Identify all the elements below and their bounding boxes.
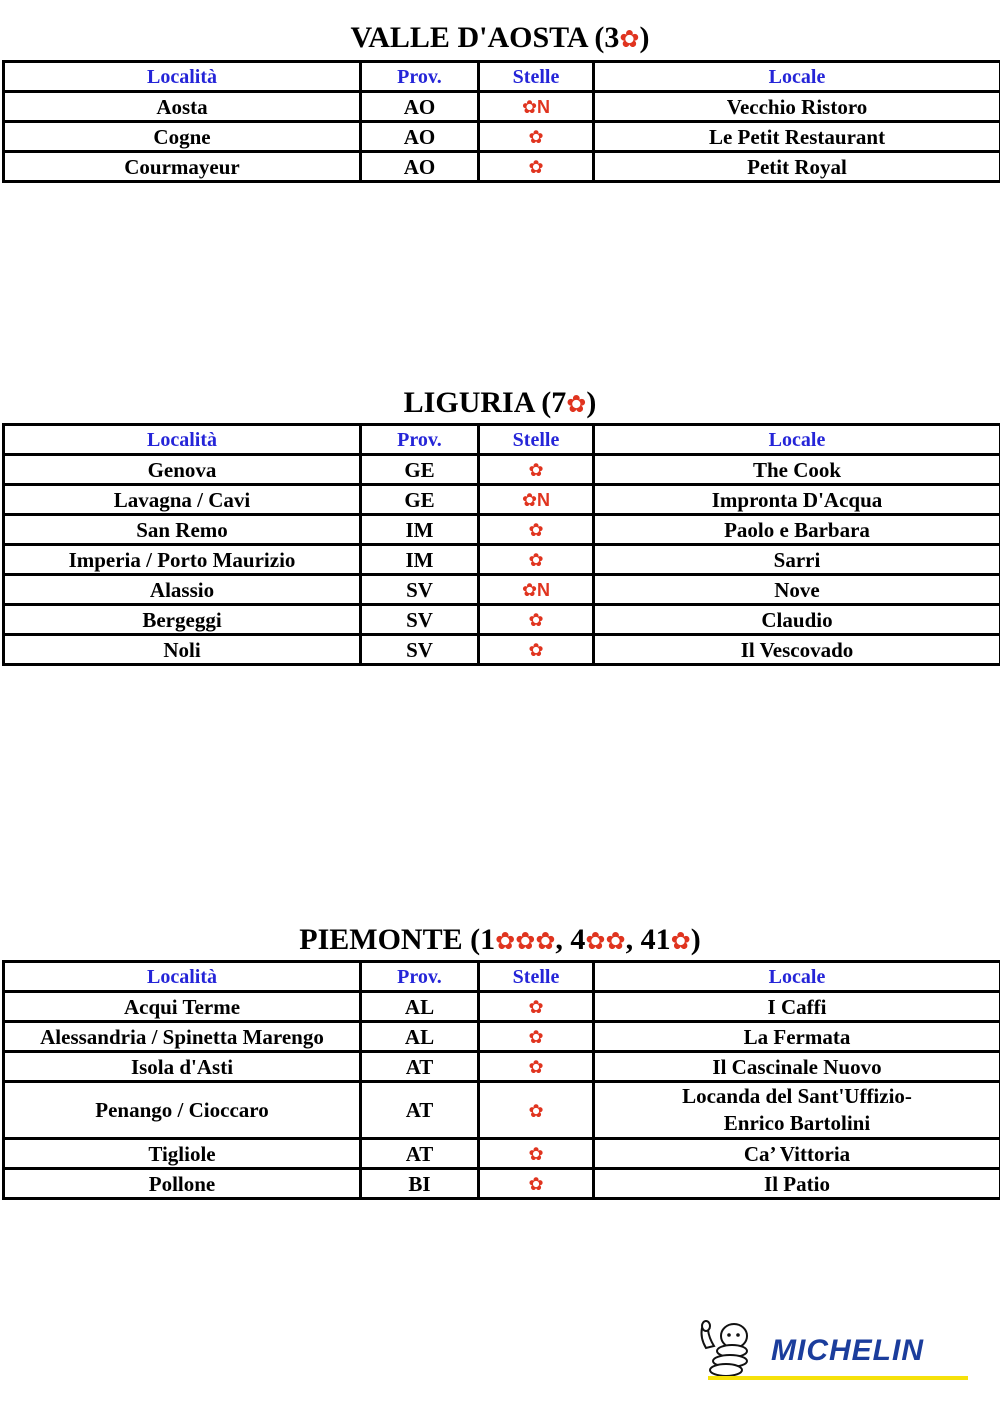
michelin-star-icon: ✿ xyxy=(528,1144,544,1164)
locale-name-line: Il Patio xyxy=(764,1171,830,1196)
cell-stelle xyxy=(479,605,594,635)
locale-name-line: Ca’ Vittoria xyxy=(743,1141,851,1166)
cell-locale xyxy=(594,1082,1000,1139)
cell-locale xyxy=(594,635,1000,665)
table-row xyxy=(4,635,1000,665)
section-liguria xyxy=(0,385,1000,662)
michelin-star-icon: ✿ xyxy=(528,520,544,540)
cell-prov: SV xyxy=(361,575,479,605)
cell-stelle xyxy=(479,455,594,485)
header-prov: Prov. xyxy=(361,962,479,992)
cell-stelle xyxy=(479,1139,594,1169)
header-localita: Località xyxy=(4,962,361,992)
cell-stelle xyxy=(479,635,594,665)
cell-localita: Tigliole xyxy=(4,1139,361,1169)
michelin-star-icon: ✿ xyxy=(619,27,640,53)
bibendum-icon xyxy=(696,1320,776,1380)
cell-localita: Pollone xyxy=(4,1169,361,1199)
locale-name-line: Nove xyxy=(774,577,820,602)
locale-name-line: Vecchio Ristoro xyxy=(726,94,868,119)
cell-stelle xyxy=(479,1052,594,1082)
section-title xyxy=(0,385,1000,421)
michelin-star-icon: ✿ xyxy=(528,460,544,480)
cell-prov: AL xyxy=(361,1022,479,1052)
cell-locale xyxy=(594,122,1000,152)
header-localita: Località xyxy=(4,425,361,455)
cell-locale xyxy=(594,1052,1000,1082)
cell-locale xyxy=(594,545,1000,575)
table-row xyxy=(4,1052,1000,1082)
title-text: LIGURIA (7 xyxy=(403,386,567,419)
cell-stelle xyxy=(479,1169,594,1199)
restaurant-table xyxy=(2,960,1000,1200)
title-text: ) xyxy=(690,923,701,956)
cell-prov: AT xyxy=(361,1139,479,1169)
cell-localita: Imperia / Porto Maurizio xyxy=(4,545,361,575)
cell-locale xyxy=(594,515,1000,545)
cell-stelle xyxy=(479,485,594,515)
header-prov: Prov. xyxy=(361,425,479,455)
cell-locale xyxy=(594,575,1000,605)
title-text: , 41 xyxy=(625,923,671,956)
header-locale: Locale xyxy=(594,962,1000,992)
table-row xyxy=(4,122,1000,152)
michelin-star-icon: ✿✿✿ xyxy=(495,929,556,955)
cell-stelle xyxy=(479,545,594,575)
cell-localita: Isola d'Asti xyxy=(4,1052,361,1082)
table-row xyxy=(4,485,1000,515)
cell-localita: Courmayeur xyxy=(4,152,361,182)
cell-locale xyxy=(594,605,1000,635)
locale-name-line: I Caffi xyxy=(767,994,827,1019)
cell-prov: GE xyxy=(361,485,479,515)
table-header-row xyxy=(4,962,1000,992)
michelin-star-icon: ✿ xyxy=(528,1027,544,1047)
michelin-star-icon: ✿ xyxy=(528,640,544,660)
logo-text: MICHELIN xyxy=(771,1334,924,1367)
cell-localita: Noli xyxy=(4,635,361,665)
title-text: ) xyxy=(586,386,597,419)
cell-prov: IM xyxy=(361,515,479,545)
locale-name-line: Enrico Bartolini xyxy=(723,1111,871,1135)
header-prov: Prov. xyxy=(361,62,479,92)
restaurant-table xyxy=(2,423,1000,666)
cell-stelle xyxy=(479,122,594,152)
michelin-star-icon: ✿ xyxy=(521,580,538,600)
michelin-star-icon: ✿ xyxy=(528,1057,544,1077)
cell-localita: Alassio xyxy=(4,575,361,605)
locale-name-line: Impronta D'Acqua xyxy=(711,487,883,512)
michelin-star-icon: ✿ xyxy=(670,929,691,955)
cell-localita: Aosta xyxy=(4,92,361,122)
cell-prov: AO xyxy=(361,152,479,182)
table-row xyxy=(4,545,1000,575)
table-row xyxy=(4,152,1000,182)
cell-localita: San Remo xyxy=(4,515,361,545)
section-title xyxy=(0,20,1000,56)
table-header-row xyxy=(4,425,1000,455)
header-stelle: Stelle xyxy=(479,62,594,92)
table-row xyxy=(4,992,1000,1022)
title-text: PIEMONTE (1 xyxy=(299,923,496,956)
cell-stelle xyxy=(479,1022,594,1052)
cell-stelle xyxy=(479,92,594,122)
michelin-star-icon: ✿ xyxy=(528,610,544,630)
cell-locale xyxy=(594,455,1000,485)
section-valle-daosta xyxy=(0,20,1000,179)
table-row xyxy=(4,92,1000,122)
section-title xyxy=(0,922,1000,958)
cell-stelle xyxy=(479,1082,594,1139)
header-stelle: Stelle xyxy=(479,425,594,455)
locale-name-line: Locanda del Sant'Uffizio- xyxy=(682,1084,912,1108)
cell-prov: IM xyxy=(361,545,479,575)
michelin-star-icon: ✿ xyxy=(528,997,544,1017)
michelin-logo xyxy=(696,1320,981,1382)
cell-prov: SV xyxy=(361,635,479,665)
locale-name-line: Le Petit Restaurant xyxy=(708,124,886,149)
cell-locale xyxy=(594,152,1000,182)
locale-name-line: The Cook xyxy=(752,457,842,482)
locale-name-line: Paolo e Barbara xyxy=(724,517,870,542)
new-badge: N xyxy=(537,580,551,600)
michelin-star-icon: ✿ xyxy=(528,550,544,570)
locale-name-line: La Fermata xyxy=(743,1024,851,1049)
table-row xyxy=(4,455,1000,485)
table-row xyxy=(4,515,1000,545)
cell-localita: Genova xyxy=(4,455,361,485)
section-piemonte xyxy=(0,922,1000,1196)
table-row xyxy=(4,605,1000,635)
cell-prov: AO xyxy=(361,92,479,122)
restaurant-table xyxy=(2,60,1000,183)
title-text: VALLE D'AOSTA (3 xyxy=(350,21,620,54)
michelin-star-icon: ✿ xyxy=(528,1100,544,1121)
locale-name-line: Il Vescovado xyxy=(740,637,854,662)
locale-name-line: Il Cascinale Nuovo xyxy=(712,1054,882,1079)
header-locale: Locale xyxy=(594,62,1000,92)
header-stelle: Stelle xyxy=(479,962,594,992)
table-row xyxy=(4,1169,1000,1199)
locale-name-line: Petit Royal xyxy=(747,154,847,179)
cell-stelle xyxy=(479,152,594,182)
table-row xyxy=(4,1082,1000,1139)
table-row xyxy=(4,1022,1000,1052)
cell-prov: AO xyxy=(361,122,479,152)
michelin-star-icon: ✿✿ xyxy=(585,929,626,955)
michelin-star-icon: ✿ xyxy=(521,490,538,510)
cell-prov: AL xyxy=(361,992,479,1022)
cell-prov: SV xyxy=(361,605,479,635)
cell-locale xyxy=(594,1022,1000,1052)
logo-underline xyxy=(708,1376,968,1380)
cell-stelle xyxy=(479,992,594,1022)
table-row xyxy=(4,1139,1000,1169)
new-badge: N xyxy=(537,97,551,117)
cell-stelle xyxy=(479,575,594,605)
cell-localita: Lavagna / Cavi xyxy=(4,485,361,515)
michelin-star-icon: ✿ xyxy=(528,157,544,177)
michelin-star-icon: ✿ xyxy=(521,97,538,117)
cell-localita: Penango / Cioccaro xyxy=(4,1082,361,1139)
cell-localita: Acqui Terme xyxy=(4,992,361,1022)
michelin-star-icon: ✿ xyxy=(528,127,544,147)
cell-locale xyxy=(594,485,1000,515)
cell-localita: Bergeggi xyxy=(4,605,361,635)
title-text: , 4 xyxy=(555,923,586,956)
new-badge: N xyxy=(537,490,551,510)
cell-locale xyxy=(594,1169,1000,1199)
cell-locale xyxy=(594,92,1000,122)
header-localita: Località xyxy=(4,62,361,92)
cell-prov: GE xyxy=(361,455,479,485)
michelin-star-icon: ✿ xyxy=(566,392,587,418)
locale-name-line: Sarri xyxy=(773,547,821,572)
cell-localita: Alessandria / Spinetta Marengo xyxy=(4,1022,361,1052)
michelin-star-icon: ✿ xyxy=(528,1174,544,1194)
table-row xyxy=(4,575,1000,605)
header-locale: Locale xyxy=(594,425,1000,455)
locale-name-line: Claudio xyxy=(761,607,833,632)
cell-locale xyxy=(594,1139,1000,1169)
cell-prov: AT xyxy=(361,1082,479,1139)
cell-locale xyxy=(594,992,1000,1022)
cell-localita: Cogne xyxy=(4,122,361,152)
cell-prov: AT xyxy=(361,1052,479,1082)
table-header-row xyxy=(4,62,1000,92)
cell-prov: BI xyxy=(361,1169,479,1199)
title-text: ) xyxy=(639,21,650,54)
cell-stelle xyxy=(479,515,594,545)
